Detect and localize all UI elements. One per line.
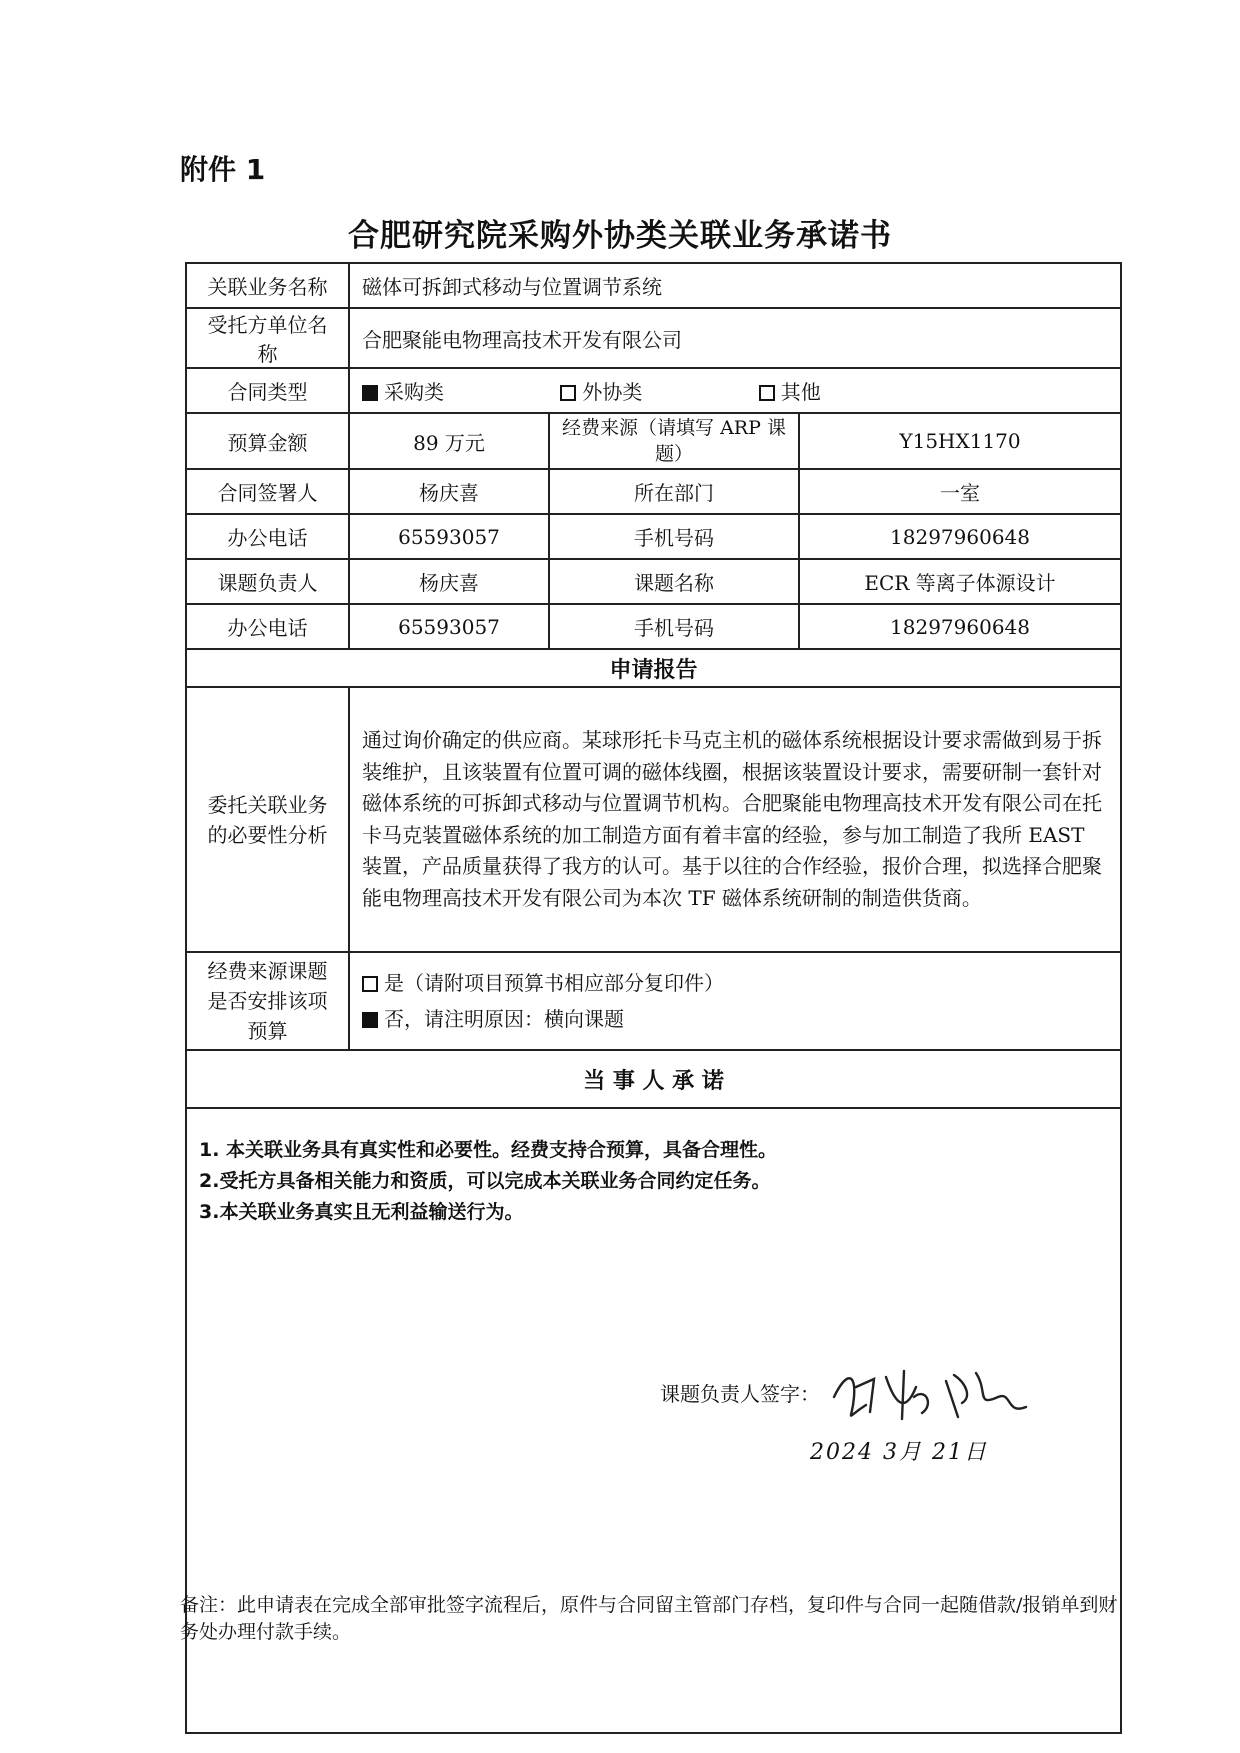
contract-type-options [349,368,1121,413]
necessity-cell [349,687,1121,952]
leader-project-value: ECR 等离子体源设计 [799,559,1121,604]
empty-box-icon [362,976,378,992]
row-budget [186,413,1121,469]
signature-block [660,1357,1100,1466]
commitment-form-table [185,262,1122,1734]
contract-type-option-purchase[interactable] [362,376,444,405]
leader-mobile-label: 手机号码 [549,604,799,649]
row-necessity [186,687,1121,952]
row-budget-arranged [186,952,1121,1050]
signer-phone-value: 65593057 [349,514,549,559]
signature-label: 课题负责人签字： [660,1381,820,1406]
option-label: 否，请注明原因：横向课题 [384,1007,624,1031]
signer-mobile-label: 手机号码 [549,514,799,559]
signature-line [660,1357,1100,1427]
fund-source-label: 经费来源（请填写 ARP 课题） [549,413,799,469]
fund-source-value: Y15HX1170 [799,413,1121,469]
signer-dept-value: 一室 [799,469,1121,514]
option-label: 其他 [780,380,821,404]
leader-project-label: 课题名称 [549,559,799,604]
commitment-item: 1. 本关联业务具有真实性和必要性。经费支持合预算，具备合理性。 [199,1139,778,1161]
checked-box-icon [362,1012,378,1028]
budget-label: 预算金额 [186,413,349,469]
commitment-item: 3.本关联业务真实且无利益输送行为。 [199,1201,524,1223]
option-label: 外协类 [582,380,643,404]
necessity-text: 通过询价确定的供应商。某球形托卡马克主机的磁体系统根据设计要求需做到易于拆装维护，且该装置有位置可调的磁体线圈，根据该装置设计要求，需要研制一套针对磁体系统的可拆卸式移动与位置调节机构。合肥聚能电物理高技术开发有限公司在托卡马克装置磁体系统的加工制造方面有着丰富的经验，参与加工制造了我所 EAST 装置，产品质量获得了我方的认可。基于以往的合作经验，报价合理，拟选择合肥聚能电物理高技术开发有限公司为本次 TF 磁体系统研制的制造供货商。 [362,728,1102,910]
annex-label: 附件 1 [180,153,266,186]
budget-arranged-options [349,952,1121,1050]
option-label: 是（请附项目预算书相应部分复印件） [384,971,724,995]
business-name-label: 关联业务名称 [186,263,349,308]
row-commitment-title [186,1050,1121,1108]
contract-type-option-other[interactable] [759,376,821,405]
leader-value: 杨庆喜 [349,559,549,604]
contract-type-option-outsourcing[interactable] [560,376,642,405]
row-contract-type [186,368,1121,413]
option-label: 采购类 [384,380,444,404]
handwritten-signature-icon [826,1357,1036,1427]
commitment-list [199,1135,1108,1228]
row-signer [186,469,1121,514]
contract-type-label: 合同类型 [186,368,349,413]
signer-mobile-value: 18297960648 [799,514,1121,559]
business-name-value: 磁体可拆卸式移动与位置调节系统 [349,263,1121,308]
signature-date: 2024 3月 21日 [810,1440,988,1465]
signer-value: 杨庆喜 [349,469,549,514]
document-title: 合肥研究院采购外协类关联业务承诺书 [348,218,892,254]
row-leader [186,559,1121,604]
leader-label: 课题负责人 [186,559,349,604]
checked-box-icon [362,385,378,401]
necessity-label: 委托关联业务的必要性分析 [186,687,349,952]
budget-value: 89 万元 [349,413,549,469]
empty-box-icon [560,385,576,401]
leader-phone-value: 65593057 [349,604,549,649]
contractor-value: 合肥聚能电物理高技术开发有限公司 [349,308,1121,368]
contractor-label: 受托方单位名称 [186,308,349,368]
row-business-name [186,263,1121,308]
signer-dept-label: 所在部门 [549,469,799,514]
row-report-title [186,649,1121,687]
row-leader-phone [186,604,1121,649]
row-contractor [186,308,1121,368]
footnote: 备注：此申请表在完成全部审批签字流程后，原件与合同留主管部门存档，复印件与合同一起随借款/报销单到财务处办理付款手续。 [180,1594,1118,1643]
commitment-item: 2.受托方具备相关能力和资质，可以完成本关联业务合同约定任务。 [199,1170,771,1192]
leader-mobile-value: 18297960648 [799,604,1121,649]
commitment-section-title: 当 事 人 承 诺 [186,1050,1121,1108]
report-section-title: 申请报告 [186,649,1121,687]
row-signer-phone [186,514,1121,559]
empty-box-icon [759,385,775,401]
budget-arranged-option-yes[interactable] [362,965,1108,1001]
signer-label: 合同签署人 [186,469,349,514]
budget-arranged-option-no[interactable] [362,1001,1108,1037]
signer-phone-label: 办公电话 [186,514,349,559]
leader-phone-label: 办公电话 [186,604,349,649]
budget-arranged-label: 经费来源课题是否安排该项预算 [186,952,349,1050]
